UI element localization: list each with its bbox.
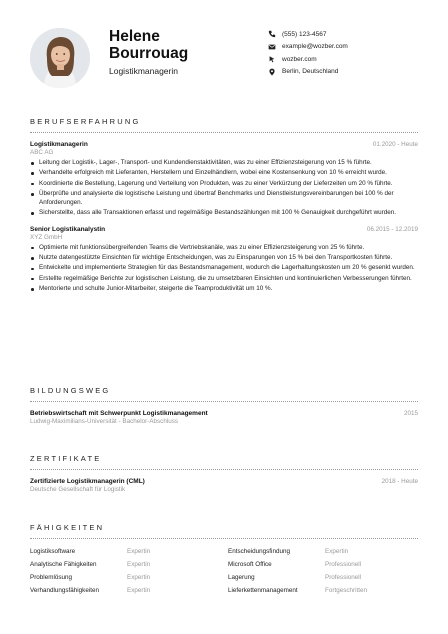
avatar xyxy=(30,28,90,88)
skill-name: Lagerung xyxy=(228,574,255,581)
section-title-experience: BERUFSERFAHRUNG xyxy=(30,117,418,133)
phone-text: (555) 123-4567 xyxy=(282,30,327,38)
job-dates: 06.2015 - 12.2019 xyxy=(366,225,418,233)
skill-level: Fortgeschritten xyxy=(325,587,367,594)
skill-name: Microsoft Office xyxy=(228,561,272,568)
email-icon xyxy=(268,43,276,51)
certificates-section xyxy=(30,454,418,496)
section-title-education: BILDUNGSWEG xyxy=(30,386,418,402)
job-bullet: Optimierte mit funktionsübergreifenden Teams die Vertriebskanäle, was zu einer Effizienzsteigerung von 25 % führte. xyxy=(30,244,418,253)
job-bullet: Verhandelte erfolgreich mit Lieferanten, Herstellern und Einzelhändlern, wobei eine Kostensenkung von 10 % erreicht wurde. xyxy=(30,169,418,178)
phone-icon xyxy=(268,30,276,38)
skill-level: Expertin xyxy=(325,548,349,555)
job-bullet: Sicherstellte, dass alle Transaktionen erfasst und regelmäßige Bestandszählungen mit 100 % Genauigkeit durchgeführt wurden. xyxy=(30,209,418,218)
job-bullet: Erstellte regelmäßige Berichte zur logistischen Leistung, die zu umsetzbaren Einsichten und kontinuierlichen Verbesserungen führten. xyxy=(30,275,418,284)
skill-name: Verhandlungsfähigkeiten xyxy=(30,587,99,594)
job-company: ABC AG xyxy=(30,149,54,156)
job-role: Senior Logistikanalystin xyxy=(30,225,106,233)
email-text: example@wozber.com xyxy=(282,43,348,51)
skill-level: Expertin xyxy=(127,561,151,568)
skill-level: Expertin xyxy=(127,548,151,555)
section-title-certificates: ZERTIFIKATE xyxy=(30,454,418,470)
skill-name: Lieferkettenmanagement xyxy=(228,587,298,594)
job-dates: 01.2020 - Heute xyxy=(372,141,418,148)
job-bullet: Mentorierte und schulte Junior-Mitarbeiter, steigerte die Teamproduktivität um 10 %. xyxy=(30,285,418,294)
certificate-issuer: Deutsche Gesellschaft für Logistik xyxy=(30,486,126,493)
skill-level: Professionell xyxy=(325,561,362,568)
skill-name: Analytische Fähigkeiten xyxy=(30,561,97,568)
job-entry xyxy=(30,141,418,218)
location-text: Berlin, Deutschland xyxy=(282,68,339,76)
job-bullet: Nutzte datengestützte Einsichten für wichtige Entscheidungen, was zu Einsparungen von 15 % bei den Transportkosten führte. xyxy=(30,254,418,263)
skill-level: Expertin xyxy=(127,587,151,594)
job-bullet: Koordinierte die Bestellung, Lagerung und Verteilung von Produkten, was zu einer Verkürzung der Lieferzeiten um 20 % führte. xyxy=(30,180,418,189)
section-title-skills: FÄHIGKEITEN xyxy=(30,523,418,539)
job-bullets xyxy=(30,159,418,218)
job-bullet: Überprüfte und analysierte die logistische Leistung und übertraf Benchmarks und Dienstleistungsvereinbarungen bei 100 % der Anforderungen. xyxy=(30,190,418,208)
link-icon xyxy=(268,55,276,63)
job-role: Logistikmanagerin xyxy=(30,141,88,148)
job-company: XYZ GmbH xyxy=(30,233,63,241)
skill-level: Expertin xyxy=(127,574,151,581)
certificate-name: Zertifizierte Logistikmanagerin (CML) xyxy=(30,478,145,485)
skill-level: Professionell xyxy=(325,574,362,581)
job-entry xyxy=(30,226,418,294)
contact-location xyxy=(268,66,428,79)
job-bullet: Leitung der Logistik-, Lager-, Transport- und Kundendienstaktivitäten, was zu einer Effizienzsteigerung von 15 % führte. xyxy=(30,159,418,168)
job-bullets xyxy=(30,244,418,294)
contact-phone xyxy=(268,28,428,41)
school-name: Ludwig-Maximilians-Universität - Bachelor-Abschluss xyxy=(30,418,179,425)
location-icon xyxy=(268,68,276,76)
contact-list xyxy=(268,28,428,78)
skills-section xyxy=(30,523,418,595)
job-bullet: Entwickelte und implementierte Strategien für das Bestandsmanagement, wodurch die Lagerhaltungskosten um 20 % gesenkt wurden. xyxy=(30,264,418,273)
skill-name: Problemlösung xyxy=(30,574,73,581)
profile-photo xyxy=(30,28,90,88)
education-section xyxy=(30,386,418,428)
certificate-dates: 2018 - Heute xyxy=(381,478,418,485)
skill-name: Entscheidungsfindung xyxy=(228,548,290,555)
resume-header xyxy=(30,28,420,92)
skills-grid xyxy=(30,547,418,595)
website-text: wozber.com xyxy=(282,55,317,63)
contact-email[interactable] xyxy=(268,41,428,54)
degree-year: 2015 xyxy=(403,410,418,417)
candidate-name: Helene Bourrouag xyxy=(109,28,189,62)
experience-section xyxy=(30,117,418,302)
candidate-title: Logistikmanagerin xyxy=(109,66,178,76)
contact-website[interactable] xyxy=(268,53,428,66)
degree-name: Betriebswirtschaft mit Schwerpunkt Logistikmanagement xyxy=(30,410,208,417)
skill-name: Logistiksoftware xyxy=(30,548,76,555)
